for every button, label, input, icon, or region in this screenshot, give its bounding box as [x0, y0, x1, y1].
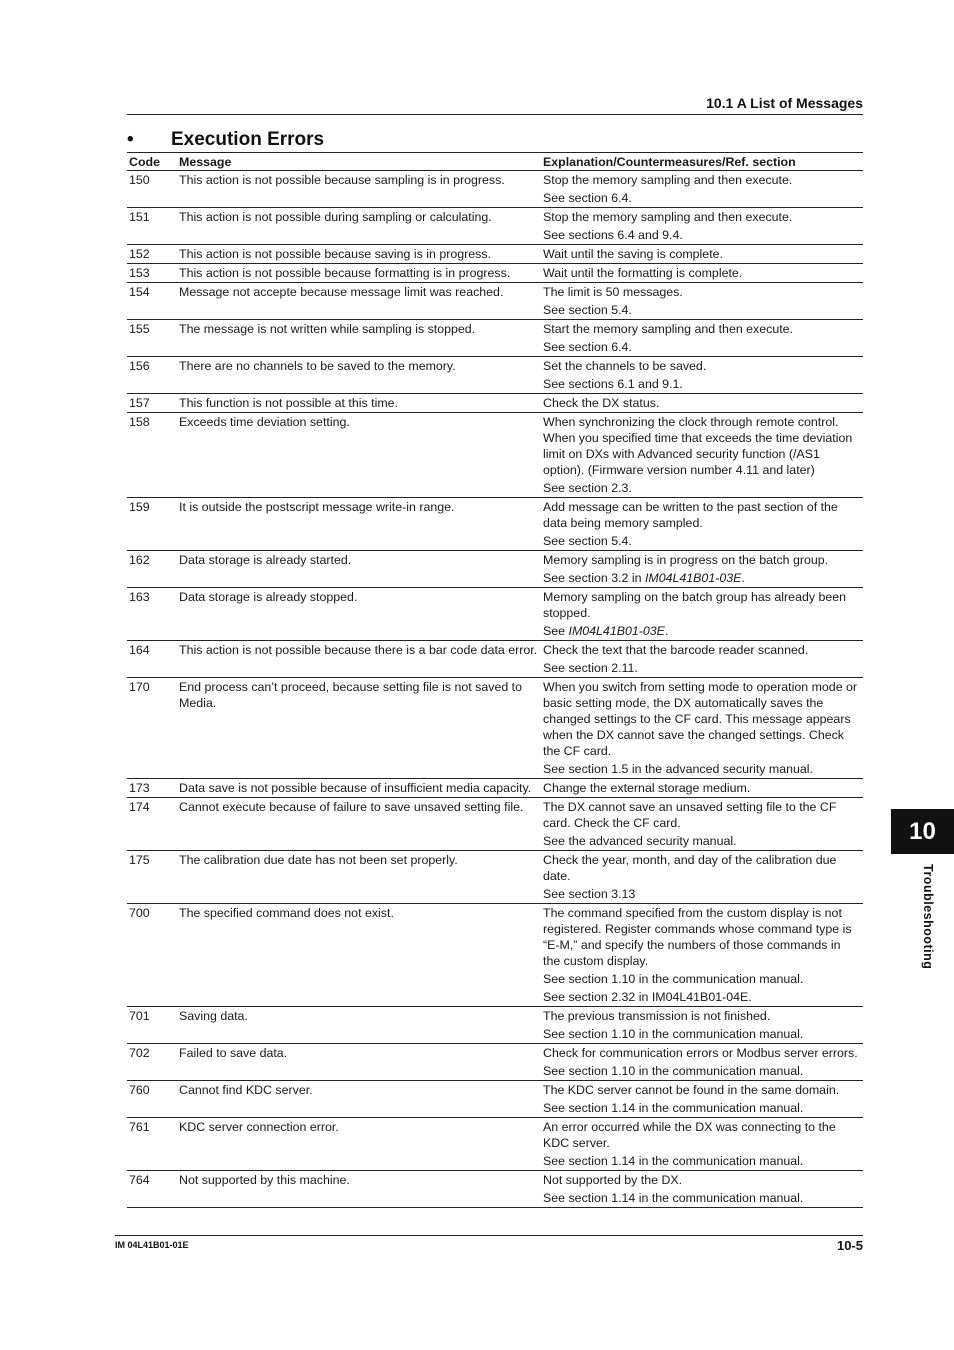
- table-row: [127, 245, 863, 264]
- message-text: This action is not possible because saving is in progress.: [177, 245, 541, 264]
- explanation-line: The previous transmission is not finished.: [543, 1009, 771, 1023]
- manual-reference: IM04L41B01-03E: [644, 571, 742, 585]
- message-code: 153: [127, 264, 177, 283]
- message-explanation: [541, 1118, 863, 1171]
- message-text: Saving data.: [177, 1007, 541, 1044]
- table-row: [127, 678, 863, 779]
- message-code: 760: [127, 1081, 177, 1118]
- explanation-line: Stop the memory sampling and then execute.: [543, 210, 793, 224]
- explanation-line: When you switch from setting mode to operation mode or basic setting mode, the DX automatically saves the changed settings to the CF card. This message appears when the DX cannot save the changed settings. Check the CF card.: [543, 680, 858, 758]
- explanation-line: The limit is 50 messages.: [543, 285, 683, 299]
- message-code: 761: [127, 1118, 177, 1171]
- explanation-line: Start the memory sampling and then execute.: [543, 322, 794, 336]
- message-explanation: [541, 1171, 863, 1208]
- explanation-line: See IM04L41B01-03E.: [543, 624, 669, 638]
- message-code: 162: [127, 551, 177, 588]
- chapter-label: Troubleshooting: [921, 864, 935, 970]
- message-explanation: [541, 904, 863, 1007]
- section-heading: [127, 129, 324, 151]
- explanation-line: Check the DX status.: [543, 396, 660, 410]
- explanation-line: Stop the memory sampling and then execute.: [543, 173, 793, 187]
- table-row: [127, 1007, 863, 1044]
- explanation-line: Memory sampling is in progress on the batch group.: [543, 553, 829, 567]
- message-text: Cannot execute because of failure to save unsaved setting file.: [177, 798, 541, 851]
- message-text: Data save is not possible because of insufficient media capacity.: [177, 779, 541, 798]
- table-row: [127, 264, 863, 283]
- message-code: 170: [127, 678, 177, 779]
- message-explanation: [541, 551, 863, 588]
- message-text: Data storage is already started.: [177, 551, 541, 588]
- explanation-line: Wait until the saving is complete.: [543, 247, 723, 261]
- message-text: Failed to save data.: [177, 1044, 541, 1081]
- explanation-line: See section 2.32 in IM04L41B01-04E.: [543, 990, 752, 1004]
- explanation-line: See sections 6.4 and 9.4.: [543, 228, 683, 242]
- table-row: [127, 588, 863, 641]
- table-row: [127, 394, 863, 413]
- message-explanation: [541, 413, 863, 498]
- explanation-line: When synchronizing the clock through remote control. When you specified time that exceeds the time deviation limit on DXs with Advanced security function (/AS1 option). (Firmware version number 4.11 and later): [543, 415, 853, 477]
- table-row: [127, 1118, 863, 1171]
- message-text: Not supported by this machine.: [177, 1171, 541, 1208]
- explanation-line: Not supported by the DX.: [543, 1173, 683, 1187]
- explanation-line: See section 6.4.: [543, 340, 632, 354]
- message-text: Data storage is already stopped.: [177, 588, 541, 641]
- message-code: 764: [127, 1171, 177, 1208]
- message-explanation: [541, 357, 863, 394]
- message-explanation: [541, 779, 863, 798]
- explanation-line: Check for communication errors or Modbus server errors.: [543, 1046, 858, 1060]
- message-text: End process can’t proceed, because setting file is not saved to Media.: [177, 678, 541, 779]
- explanation-line: The command specified from the custom display is not registered. Register commands whose command type is “E-M,” and specify the numbers of those commands in the custom display.: [543, 906, 852, 968]
- message-code: 159: [127, 498, 177, 551]
- message-text: There are no channels to be saved to the memory.: [177, 357, 541, 394]
- message-code: 701: [127, 1007, 177, 1044]
- explanation-line: See section 3.2 in IM04L41B01-03E.: [543, 571, 745, 585]
- message-explanation: [541, 208, 863, 245]
- message-text: The specified command does not exist.: [177, 904, 541, 1007]
- explanation-line: See section 1.10 in the communication manual.: [543, 972, 804, 986]
- message-code: 163: [127, 588, 177, 641]
- page-number: 10-5: [836, 1238, 863, 1253]
- explanation-line: See section 5.4.: [543, 534, 632, 548]
- explanation-line: The DX cannot save an unsaved setting file to the CF card. Check the CF card.: [543, 800, 837, 830]
- explanation-line: An error occurred while the DX was connecting to the KDC server.: [543, 1120, 836, 1150]
- message-code: 173: [127, 779, 177, 798]
- explanation-line: See section 1.10 in the communication manual.: [543, 1027, 804, 1041]
- message-explanation: [541, 1044, 863, 1081]
- message-code: 702: [127, 1044, 177, 1081]
- message-explanation: [541, 394, 863, 413]
- message-text: Cannot find KDC server.: [177, 1081, 541, 1118]
- message-explanation: [541, 641, 863, 678]
- message-text: The calibration due date has not been set properly.: [177, 851, 541, 904]
- section-title: Execution Errors: [171, 129, 325, 150]
- message-code: 155: [127, 320, 177, 357]
- message-explanation: [541, 1081, 863, 1118]
- header-rule: [127, 114, 863, 115]
- message-explanation: [541, 588, 863, 641]
- message-explanation: [541, 171, 863, 208]
- table-row: [127, 551, 863, 588]
- explanation-line: See section 1.5 in the advanced security manual.: [543, 762, 814, 776]
- explanation-line: See section 1.14 in the communication manual.: [543, 1101, 804, 1115]
- explanation-line: Change the external storage medium.: [543, 781, 751, 795]
- table-row: [127, 498, 863, 551]
- explanation-line: See section 1.10 in the communication manual.: [543, 1064, 804, 1078]
- message-code: 157: [127, 394, 177, 413]
- message-text: It is outside the postscript message write-in range.: [177, 498, 541, 551]
- table-row: [127, 1171, 863, 1208]
- manual-reference: IM04L41B01-03E: [568, 624, 665, 638]
- message-text: Message not accepte because message limit was reached.: [177, 283, 541, 320]
- message-code: 700: [127, 904, 177, 1007]
- explanation-line: Set the channels to be saved.: [543, 359, 707, 373]
- message-explanation: [541, 498, 863, 551]
- explanation-line: Memory sampling on the batch group has already been stopped.: [543, 590, 847, 620]
- table-row: [127, 171, 863, 208]
- message-code: 164: [127, 641, 177, 678]
- table-row: [127, 1081, 863, 1118]
- explanation-line: See section 5.4.: [543, 303, 632, 317]
- column-header-explanation: Explanation/Countermeasures/Ref. section: [541, 153, 863, 171]
- explanation-line: See section 2.11.: [543, 661, 638, 675]
- table-body: [127, 171, 863, 1208]
- explanation-line: See section 1.14 in the communication manual.: [543, 1191, 804, 1205]
- message-explanation: [541, 245, 863, 264]
- message-text: This action is not possible because there is a bar code data error.: [177, 641, 541, 678]
- explanation-line: Add message can be written to the past section of the data being memory sampled.: [543, 500, 838, 530]
- running-header: 10.1 A List of Messages: [706, 95, 863, 111]
- message-explanation: [541, 283, 863, 320]
- message-text: KDC server connection error.: [177, 1118, 541, 1171]
- explanation-line: See section 6.4.: [543, 191, 632, 205]
- message-explanation: [541, 264, 863, 283]
- column-header-code: Code: [127, 153, 177, 171]
- footer-rule: [115, 1235, 863, 1236]
- table-header-row: [127, 153, 863, 171]
- table-row: [127, 320, 863, 357]
- explanation-line: See the advanced security manual.: [543, 834, 737, 848]
- table-row: [127, 779, 863, 798]
- table-row: [127, 851, 863, 904]
- message-explanation: [541, 320, 863, 357]
- bullet-icon: •: [127, 129, 134, 150]
- table-row: [127, 283, 863, 320]
- message-explanation: [541, 798, 863, 851]
- message-explanation: [541, 678, 863, 779]
- message-code: 156: [127, 357, 177, 394]
- explanation-line: Check the text that the barcode reader scanned.: [543, 643, 809, 657]
- document-id: IM 04L41B01-01E: [115, 1240, 189, 1250]
- explanation-line: The KDC server cannot be found in the same domain.: [543, 1083, 840, 1097]
- explanation-line: Check the year, month, and day of the calibration due date.: [543, 853, 837, 883]
- message-text: Exceeds time deviation setting.: [177, 413, 541, 498]
- column-header-message: Message: [177, 153, 541, 171]
- message-text: The message is not written while sampling is stopped.: [177, 320, 541, 357]
- table-row: [127, 904, 863, 1007]
- explanation-line: See section 1.14 in the communication manual.: [543, 1154, 804, 1168]
- message-code: 152: [127, 245, 177, 264]
- message-code: 175: [127, 851, 177, 904]
- explanation-line: See section 3.13: [543, 887, 636, 901]
- table-row: [127, 413, 863, 498]
- message-code: 174: [127, 798, 177, 851]
- table-row: [127, 208, 863, 245]
- explanation-line: See section 2.3.: [543, 481, 632, 495]
- messages-table: [127, 152, 863, 1208]
- explanation-line: Wait until the formatting is complete.: [543, 266, 743, 280]
- table-row: [127, 357, 863, 394]
- message-text: This function is not possible at this time.: [177, 394, 541, 413]
- message-code: 151: [127, 208, 177, 245]
- message-text: This action is not possible because formatting is in progress.: [177, 264, 541, 283]
- message-code: 154: [127, 283, 177, 320]
- message-explanation: [541, 1007, 863, 1044]
- message-code: 150: [127, 171, 177, 208]
- message-text: This action is not possible during sampling or calculating.: [177, 208, 541, 245]
- table-row: [127, 798, 863, 851]
- table-row: [127, 1044, 863, 1081]
- message-code: 158: [127, 413, 177, 498]
- table-row: [127, 641, 863, 678]
- chapter-tab: 10: [891, 809, 954, 854]
- message-text: This action is not possible because sampling is in progress.: [177, 171, 541, 208]
- explanation-line: See sections 6.1 and 9.1.: [543, 377, 683, 391]
- message-explanation: [541, 851, 863, 904]
